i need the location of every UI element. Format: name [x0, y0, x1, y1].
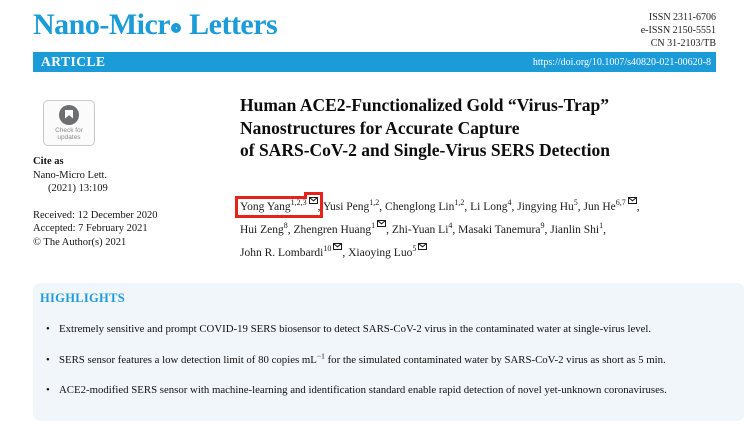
author-affiliation-sup: 5 [412, 244, 417, 254]
author-affiliation-sup: 6,7 [615, 198, 626, 208]
author-name: Yusi Peng$^{1,2}$ [322, 198, 380, 213]
author-affiliation-sup: 10 [323, 244, 332, 254]
title-line: Human ACE2-Functionalized Gold “Virus-Trap” [240, 95, 609, 115]
author-name: Masaki Tanemura$^9$ [458, 221, 545, 236]
logo-o-icon [171, 23, 181, 33]
cite-block [33, 155, 223, 196]
crossmark-icon [59, 105, 79, 125]
envelope-icon[interactable] [309, 198, 318, 207]
envelope-icon[interactable] [418, 244, 427, 253]
article-type-banner [33, 52, 716, 72]
author-affiliation-sup: 1 [371, 221, 376, 231]
received-date: Received: 12 December 2020 [33, 209, 158, 221]
issn-block [641, 11, 716, 50]
author-name: Zhengren Huang$^1$ [294, 224, 387, 236]
author-name: Chenglong Lin$^{1,2}$ [385, 198, 465, 213]
journal-logo-text-1: Nano-Micr [33, 8, 171, 41]
journal-logo [33, 8, 277, 42]
author-name: Jianlin Shi$^1$ [550, 221, 604, 236]
envelope-icon[interactable] [628, 198, 637, 207]
highlight-item: • Extremely sensitive and prompt COVID-19 SERS biosensor to detect SARS-CoV-2 virus in the contaminated water at single-virus level. [40, 321, 716, 339]
author-name: John R. Lombardi$^{10}$ [240, 247, 342, 259]
author-affiliation-sup: 4 [448, 221, 453, 231]
author-name: Xiaoying Luo$^5$ [348, 247, 427, 259]
article-title [240, 94, 722, 162]
author-line: John R. Lombardi$^{10}$ , Xiaoying Luo$^5$ [240, 242, 732, 265]
author-name: Jun He$^{6,7}$ [584, 201, 637, 213]
highlights-list [40, 321, 716, 400]
article-type-label: ARTICLE [41, 54, 106, 69]
accepted-date: Accepted: 7 February 2021 [33, 223, 148, 234]
author-affiliation-sup: 5 [573, 198, 578, 208]
bullet-icon: • [46, 353, 50, 366]
author-affiliation-sup: 4 [507, 198, 512, 208]
cite-as-label: Cite as [33, 156, 64, 167]
cite-reference: (2021) 13:109 [48, 183, 108, 194]
author-line: Hui Zeng$^8$, Zhengren Huang$^1$ , Zhi-Yuan Li$^4$, Masaki Tanemura$^9$, Jianlin Shi$^1$, [240, 221, 607, 236]
author-name: Li Long$^4$ [470, 198, 512, 213]
author-name: Zhi-Yuan Li$^4$ [391, 221, 453, 236]
author-affiliation-sup: 1,2,3 [290, 198, 307, 208]
dates-block [33, 209, 223, 250]
copyright-line: © The Author(s) 2021 [33, 236, 127, 248]
title-line: of SARS-CoV-2 and Single-Virus SERS Detection [240, 140, 610, 160]
author-affiliation-sup: 9 [540, 221, 545, 231]
author-name: Hui Zeng$^8$ [240, 221, 288, 236]
eissn-line: e-ISSN 2150-5551 [640, 25, 716, 36]
author-name-highlighted: Yong Yang$^{1,2,3}$ [240, 201, 318, 213]
issn-line: ISSN 2311-6706 [648, 12, 716, 23]
check-badge-label: Check for updates [55, 126, 83, 141]
cite-journal: Nano-Micro Lett. [33, 169, 108, 181]
author-affiliation-sup: 8 [283, 221, 288, 231]
envelope-icon[interactable] [333, 244, 342, 253]
author-name: Jingying Hu$^5$ [517, 198, 578, 213]
article-meta-panel [33, 100, 223, 249]
author-line: Yong Yang$^{1,2,3}$ , Yusi Peng$^{1,2}$, Chenglong Lin$^{1,2}$, Li Long$^4$, Jingying Hu$^5$, Jun He$^{6,7}$ , [240, 198, 640, 213]
envelope-icon[interactable] [377, 221, 386, 230]
highlights-section [33, 283, 744, 421]
author-list [240, 196, 732, 265]
bullet-icon: • [46, 384, 50, 396]
bullet-icon: • [46, 323, 50, 335]
doi-link[interactable]: https://doi.org/10.1007/s40820-021-00620-8 [532, 56, 711, 68]
cn-line: CN 31-2103/TB [650, 38, 716, 49]
check-for-updates-badge[interactable] [43, 100, 95, 146]
author-affiliation-sup: 1,2 [369, 198, 380, 208]
author-affiliation-sup: 1 [599, 221, 604, 231]
title-line: Nanostructures for Accurate Capture [240, 117, 520, 138]
highlights-heading: HIGHLIGHTS [40, 291, 125, 305]
highlight-item: • ACE2-modified SERS sensor with machine-learning and identification standard enable rapid detection of novel yet-unknown coronaviruses. [40, 382, 716, 400]
journal-logo-text-2: Letters [182, 8, 278, 41]
author-affiliation-sup: 1,2 [454, 198, 465, 208]
highlight-item: • SERS sensor features a low detection limit of 80 copies $mL^{-1}$ for the simulated contaminated water by SARS-CoV-2 virus as short as 5 min. [40, 352, 716, 370]
